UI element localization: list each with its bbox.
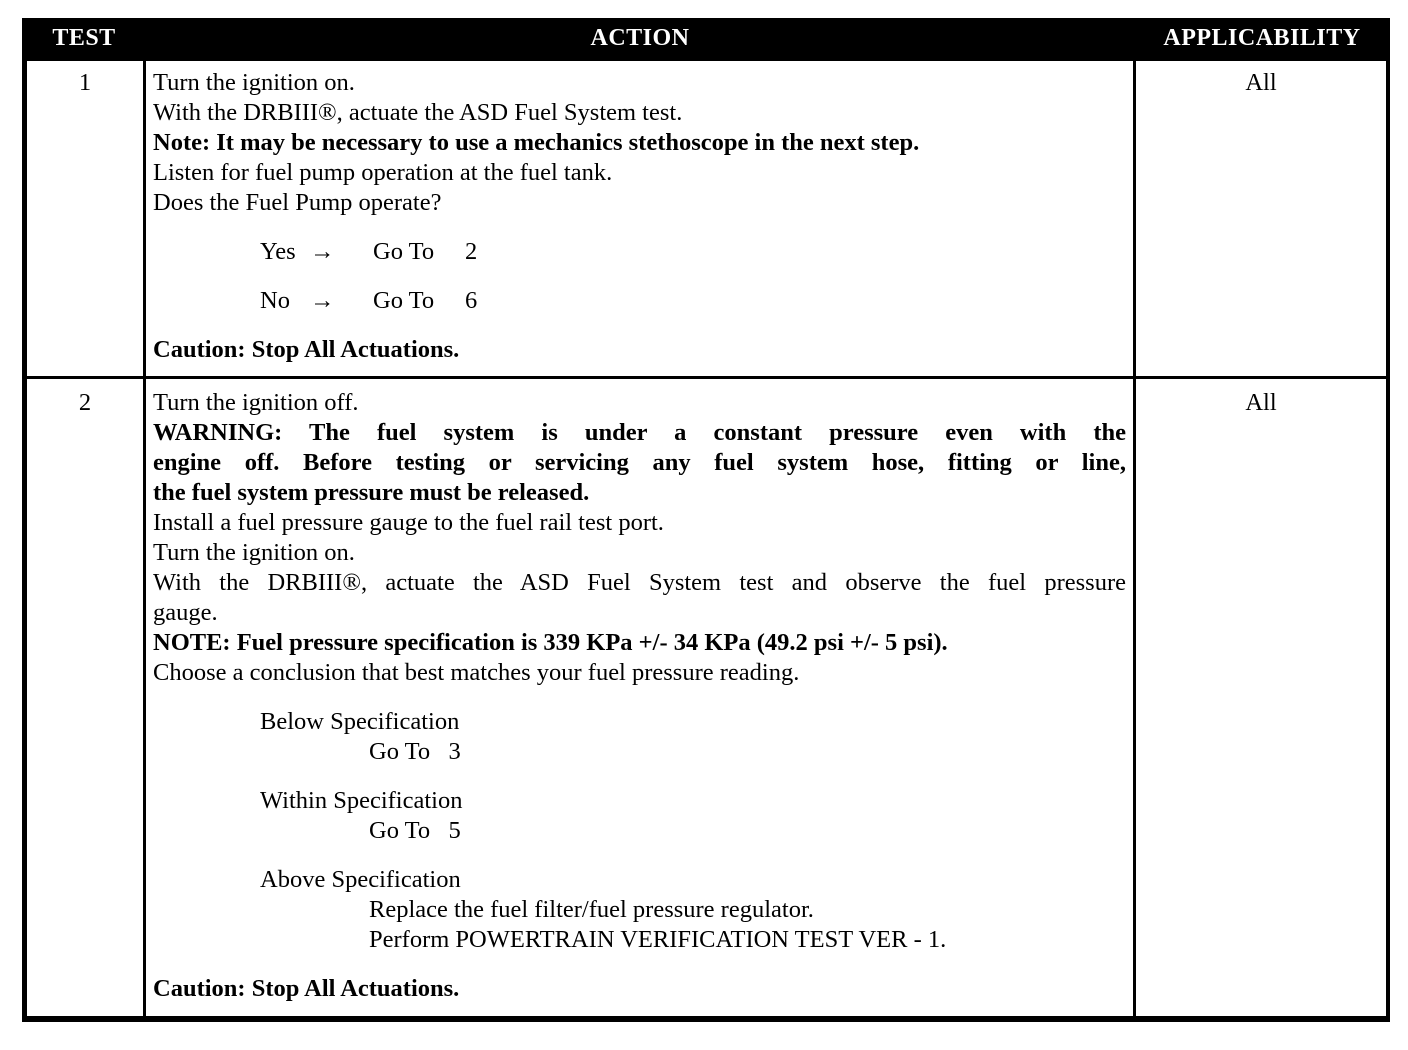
conclusion-below-label: Below Specification: [260, 708, 460, 735]
row-1-line-2: With the DRBIII®, actuate the ASD Fuel System test.: [153, 99, 683, 126]
row-2-warning-1: WARNING: The fuel system is under a constant pressure even with the: [153, 419, 1126, 446]
row-1-line-5: Does the Fuel Pump operate?: [153, 189, 442, 216]
header-test: TEST: [52, 25, 116, 51]
header-action: ACTION: [590, 25, 690, 51]
row-1-caution: Caution: Stop All Actuations.: [153, 336, 460, 363]
row-2-test-number: 2: [27, 379, 143, 1016]
conclusion-above-action-1: Replace the fuel filter/fuel pressure regulator.: [369, 896, 814, 923]
row-2-caution: Caution: Stop All Actuations.: [153, 975, 460, 1002]
conclusion-within-label: Within Specification: [260, 787, 463, 814]
row-2-note: NOTE: Fuel pressure specification is 339 KPa +/- 34 KPa (49.2 psi +/- 5 psi).: [153, 629, 948, 656]
conclusion-above-label: Above Specification: [260, 866, 461, 893]
row-2-line-7: With the DRBIII®, actuate the ASD Fuel System test and observe the fuel pressure: [153, 569, 1126, 596]
row-1-test-number: 1: [27, 61, 143, 376]
row-2-line-1: Turn the ignition off.: [153, 389, 359, 416]
conclusion-below-goto: Go To 3: [369, 738, 461, 765]
header-applicability: APPLICABILITY: [1163, 25, 1361, 51]
row-2-line-6: Turn the ignition on.: [153, 539, 355, 566]
row-1-line-1: Turn the ignition on.: [153, 69, 355, 96]
row-2-line-10: Choose a conclusion that best matches your fuel pressure reading.: [153, 659, 800, 686]
row-1-branch-yes: Yes → Go To 2: [260, 238, 478, 265]
row-1-note: Note: It may be necessary to use a mechanics stethoscope in the next step.: [153, 129, 920, 156]
row-2-action: [146, 379, 1133, 1016]
row-2-line-8: gauge.: [153, 599, 218, 626]
row-2-warning-3: the fuel system pressure must be released.: [153, 479, 590, 506]
row-2-line-5: Install a fuel pressure gauge to the fuel rail test port.: [153, 509, 664, 536]
row-1-branch-no: No → Go To 6: [260, 287, 478, 314]
row-1-action: [146, 61, 1133, 376]
row-2-applicability: All: [1136, 379, 1386, 1016]
row-1-line-4: Listen for fuel pump operation at the fuel tank.: [153, 159, 613, 186]
row-2-warning-2: engine off. Before testing or servicing any fuel system hose, fitting or line,: [153, 449, 1126, 476]
row-1-applicability: All: [1136, 61, 1386, 376]
conclusion-above-action-2: Perform POWERTRAIN VERIFICATION TEST VER - 1.: [369, 926, 947, 953]
conclusion-within-goto: Go To 5: [369, 817, 461, 844]
diagnostic-table: [22, 18, 1390, 1022]
